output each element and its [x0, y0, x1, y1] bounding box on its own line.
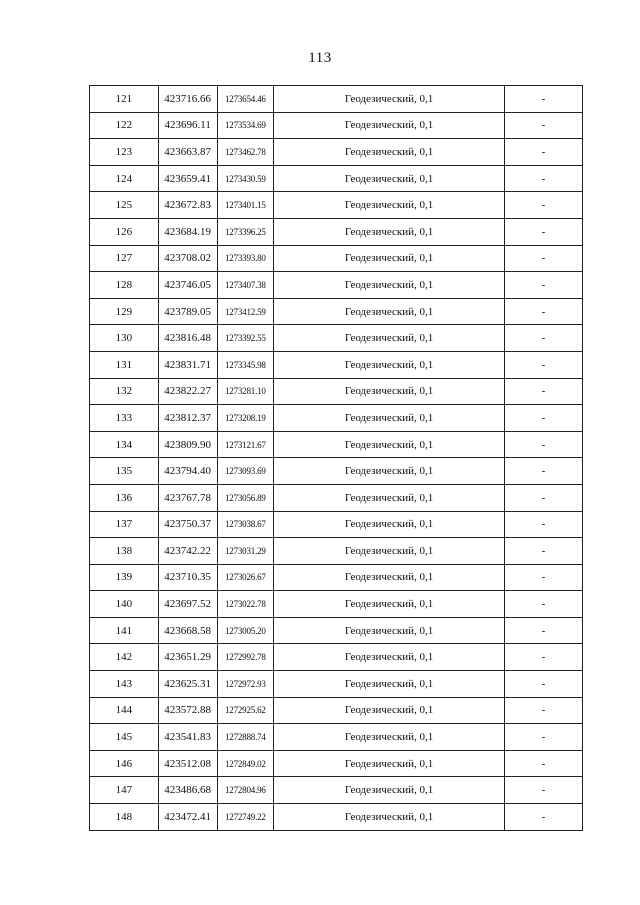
x-coordinate-cell: 423809.90	[158, 431, 217, 458]
table-row	[90, 431, 583, 458]
method-accuracy-cell: Геодезический, 0,1	[274, 458, 505, 485]
table-row	[90, 538, 583, 565]
point-number-cell: 125	[90, 192, 159, 219]
point-number-cell: 132	[90, 378, 159, 405]
x-coordinate-cell: 423659.41	[158, 165, 217, 192]
method-accuracy-cell: Геодезический, 0,1	[274, 617, 505, 644]
point-number-cell: 124	[90, 165, 159, 192]
table-row	[90, 165, 583, 192]
table-row	[90, 351, 583, 378]
x-coordinate-cell: 423767.78	[158, 484, 217, 511]
page-number: 113	[308, 50, 332, 66]
note-cell: -	[505, 511, 583, 538]
method-accuracy-cell: Геодезический, 0,1	[274, 538, 505, 565]
point-number-cell: 139	[90, 564, 159, 591]
x-coordinate-cell: 423472.41	[158, 804, 217, 831]
note-cell: -	[505, 112, 583, 139]
note-cell: -	[505, 617, 583, 644]
x-coordinate-cell: 423831.71	[158, 351, 217, 378]
x-coordinate-cell: 423742.22	[158, 538, 217, 565]
x-coordinate-cell: 423750.37	[158, 511, 217, 538]
table-row	[90, 458, 583, 485]
note-cell: -	[505, 139, 583, 166]
point-number-cell: 141	[90, 617, 159, 644]
note-cell: -	[505, 644, 583, 671]
x-coordinate-cell: 423812.37	[158, 405, 217, 432]
point-number-cell: 143	[90, 671, 159, 698]
point-number-cell: 123	[90, 139, 159, 166]
x-coordinate-cell: 423816.48	[158, 325, 217, 352]
note-cell: -	[505, 564, 583, 591]
y-coordinate-cell: 1272992.78	[217, 644, 274, 671]
y-coordinate-cell: 1273392.55	[217, 325, 274, 352]
method-accuracy-cell: Геодезический, 0,1	[274, 750, 505, 777]
y-coordinate-cell: 1273412.59	[217, 298, 274, 325]
note-cell: -	[505, 405, 583, 432]
point-number-cell: 121	[90, 86, 159, 113]
note-cell: -	[505, 538, 583, 565]
x-coordinate-cell: 423663.87	[158, 139, 217, 166]
x-coordinate-cell: 423794.40	[158, 458, 217, 485]
coordinates-table-body	[90, 86, 583, 831]
y-coordinate-cell: 1273005.20	[217, 617, 274, 644]
method-accuracy-cell: Геодезический, 0,1	[274, 671, 505, 698]
note-cell: -	[505, 458, 583, 485]
note-cell: -	[505, 272, 583, 299]
table-row	[90, 405, 583, 432]
point-number-cell: 140	[90, 591, 159, 618]
method-accuracy-cell: Геодезический, 0,1	[274, 325, 505, 352]
table-row	[90, 777, 583, 804]
y-coordinate-cell: 1272749.22	[217, 804, 274, 831]
method-accuracy-cell: Геодезический, 0,1	[274, 591, 505, 618]
point-number-cell: 127	[90, 245, 159, 272]
note-cell: -	[505, 351, 583, 378]
y-coordinate-cell: 1272925.62	[217, 697, 274, 724]
method-accuracy-cell: Геодезический, 0,1	[274, 724, 505, 751]
note-cell: -	[505, 431, 583, 458]
note-cell: -	[505, 378, 583, 405]
x-coordinate-cell: 423696.11	[158, 112, 217, 139]
y-coordinate-cell: 1273462.78	[217, 139, 274, 166]
method-accuracy-cell: Геодезический, 0,1	[274, 218, 505, 245]
y-coordinate-cell: 1272804.96	[217, 777, 274, 804]
y-coordinate-cell: 1273393.80	[217, 245, 274, 272]
x-coordinate-cell: 423708.02	[158, 245, 217, 272]
note-cell: -	[505, 484, 583, 511]
y-coordinate-cell: 1273038.67	[217, 511, 274, 538]
table-row	[90, 564, 583, 591]
x-coordinate-cell: 423486.68	[158, 777, 217, 804]
note-cell: -	[505, 192, 583, 219]
method-accuracy-cell: Геодезический, 0,1	[274, 564, 505, 591]
method-accuracy-cell: Геодезический, 0,1	[274, 378, 505, 405]
point-number-cell: 130	[90, 325, 159, 352]
y-coordinate-cell: 1273031.29	[217, 538, 274, 565]
point-number-cell: 135	[90, 458, 159, 485]
y-coordinate-cell: 1273093.69	[217, 458, 274, 485]
table-row	[90, 804, 583, 831]
note-cell: -	[505, 218, 583, 245]
x-coordinate-cell: 423512.08	[158, 750, 217, 777]
table-row	[90, 697, 583, 724]
method-accuracy-cell: Геодезический, 0,1	[274, 777, 505, 804]
y-coordinate-cell: 1273208.19	[217, 405, 274, 432]
x-coordinate-cell: 423572.88	[158, 697, 217, 724]
point-number-cell: 145	[90, 724, 159, 751]
table-row	[90, 378, 583, 405]
x-coordinate-cell: 423541.83	[158, 724, 217, 751]
note-cell: -	[505, 777, 583, 804]
point-number-cell: 126	[90, 218, 159, 245]
x-coordinate-cell: 423697.52	[158, 591, 217, 618]
table-row	[90, 644, 583, 671]
point-number-cell: 128	[90, 272, 159, 299]
method-accuracy-cell: Геодезический, 0,1	[274, 139, 505, 166]
x-coordinate-cell: 423746.05	[158, 272, 217, 299]
method-accuracy-cell: Геодезический, 0,1	[274, 697, 505, 724]
method-accuracy-cell: Геодезический, 0,1	[274, 804, 505, 831]
x-coordinate-cell: 423672.83	[158, 192, 217, 219]
table-row	[90, 192, 583, 219]
x-coordinate-cell: 423716.66	[158, 86, 217, 113]
y-coordinate-cell: 1273534.69	[217, 112, 274, 139]
table-row	[90, 591, 583, 618]
point-number-cell: 134	[90, 431, 159, 458]
y-coordinate-cell: 1272888.74	[217, 724, 274, 751]
note-cell: -	[505, 298, 583, 325]
coordinates-table	[89, 85, 583, 831]
point-number-cell: 144	[90, 697, 159, 724]
table-row	[90, 511, 583, 538]
y-coordinate-cell: 1273281.10	[217, 378, 274, 405]
y-coordinate-cell: 1273401.15	[217, 192, 274, 219]
table-row	[90, 86, 583, 113]
method-accuracy-cell: Геодезический, 0,1	[274, 298, 505, 325]
method-accuracy-cell: Геодезический, 0,1	[274, 431, 505, 458]
method-accuracy-cell: Геодезический, 0,1	[274, 165, 505, 192]
x-coordinate-cell: 423684.19	[158, 218, 217, 245]
x-coordinate-cell: 423625.31	[158, 671, 217, 698]
note-cell: -	[505, 697, 583, 724]
table-row	[90, 272, 583, 299]
method-accuracy-cell: Геодезический, 0,1	[274, 112, 505, 139]
note-cell: -	[505, 591, 583, 618]
y-coordinate-cell: 1272849.02	[217, 750, 274, 777]
table-row	[90, 484, 583, 511]
table-row	[90, 218, 583, 245]
point-number-cell: 133	[90, 405, 159, 432]
table-row	[90, 298, 583, 325]
note-cell: -	[505, 671, 583, 698]
note-cell: -	[505, 165, 583, 192]
method-accuracy-cell: Геодезический, 0,1	[274, 245, 505, 272]
table-row	[90, 617, 583, 644]
point-number-cell: 142	[90, 644, 159, 671]
note-cell: -	[505, 245, 583, 272]
point-number-cell: 146	[90, 750, 159, 777]
note-cell: -	[505, 750, 583, 777]
y-coordinate-cell: 1272972.93	[217, 671, 274, 698]
note-cell: -	[505, 86, 583, 113]
note-cell: -	[505, 724, 583, 751]
y-coordinate-cell: 1273430.59	[217, 165, 274, 192]
point-number-cell: 147	[90, 777, 159, 804]
table-row	[90, 245, 583, 272]
note-cell: -	[505, 804, 583, 831]
point-number-cell: 148	[90, 804, 159, 831]
method-accuracy-cell: Геодезический, 0,1	[274, 405, 505, 432]
point-number-cell: 131	[90, 351, 159, 378]
table-row	[90, 112, 583, 139]
method-accuracy-cell: Геодезический, 0,1	[274, 272, 505, 299]
table-row	[90, 750, 583, 777]
method-accuracy-cell: Геодезический, 0,1	[274, 484, 505, 511]
y-coordinate-cell: 1273407.38	[217, 272, 274, 299]
point-number-cell: 129	[90, 298, 159, 325]
method-accuracy-cell: Геодезический, 0,1	[274, 511, 505, 538]
point-number-cell: 138	[90, 538, 159, 565]
table-row	[90, 724, 583, 751]
x-coordinate-cell: 423822.27	[158, 378, 217, 405]
point-number-cell: 122	[90, 112, 159, 139]
x-coordinate-cell: 423651.29	[158, 644, 217, 671]
table-row	[90, 671, 583, 698]
y-coordinate-cell: 1273396.25	[217, 218, 274, 245]
method-accuracy-cell: Геодезический, 0,1	[274, 192, 505, 219]
method-accuracy-cell: Геодезический, 0,1	[274, 86, 505, 113]
x-coordinate-cell: 423710.35	[158, 564, 217, 591]
y-coordinate-cell: 1273056.89	[217, 484, 274, 511]
method-accuracy-cell: Геодезический, 0,1	[274, 351, 505, 378]
y-coordinate-cell: 1273345.98	[217, 351, 274, 378]
table-row	[90, 325, 583, 352]
y-coordinate-cell: 1273121.67	[217, 431, 274, 458]
x-coordinate-cell: 423789.05	[158, 298, 217, 325]
method-accuracy-cell: Геодезический, 0,1	[274, 644, 505, 671]
note-cell: -	[505, 325, 583, 352]
y-coordinate-cell: 1273654.46	[217, 86, 274, 113]
y-coordinate-cell: 1273026.67	[217, 564, 274, 591]
y-coordinate-cell: 1273022.78	[217, 591, 274, 618]
x-coordinate-cell: 423668.58	[158, 617, 217, 644]
table-row	[90, 139, 583, 166]
point-number-cell: 136	[90, 484, 159, 511]
point-number-cell: 137	[90, 511, 159, 538]
